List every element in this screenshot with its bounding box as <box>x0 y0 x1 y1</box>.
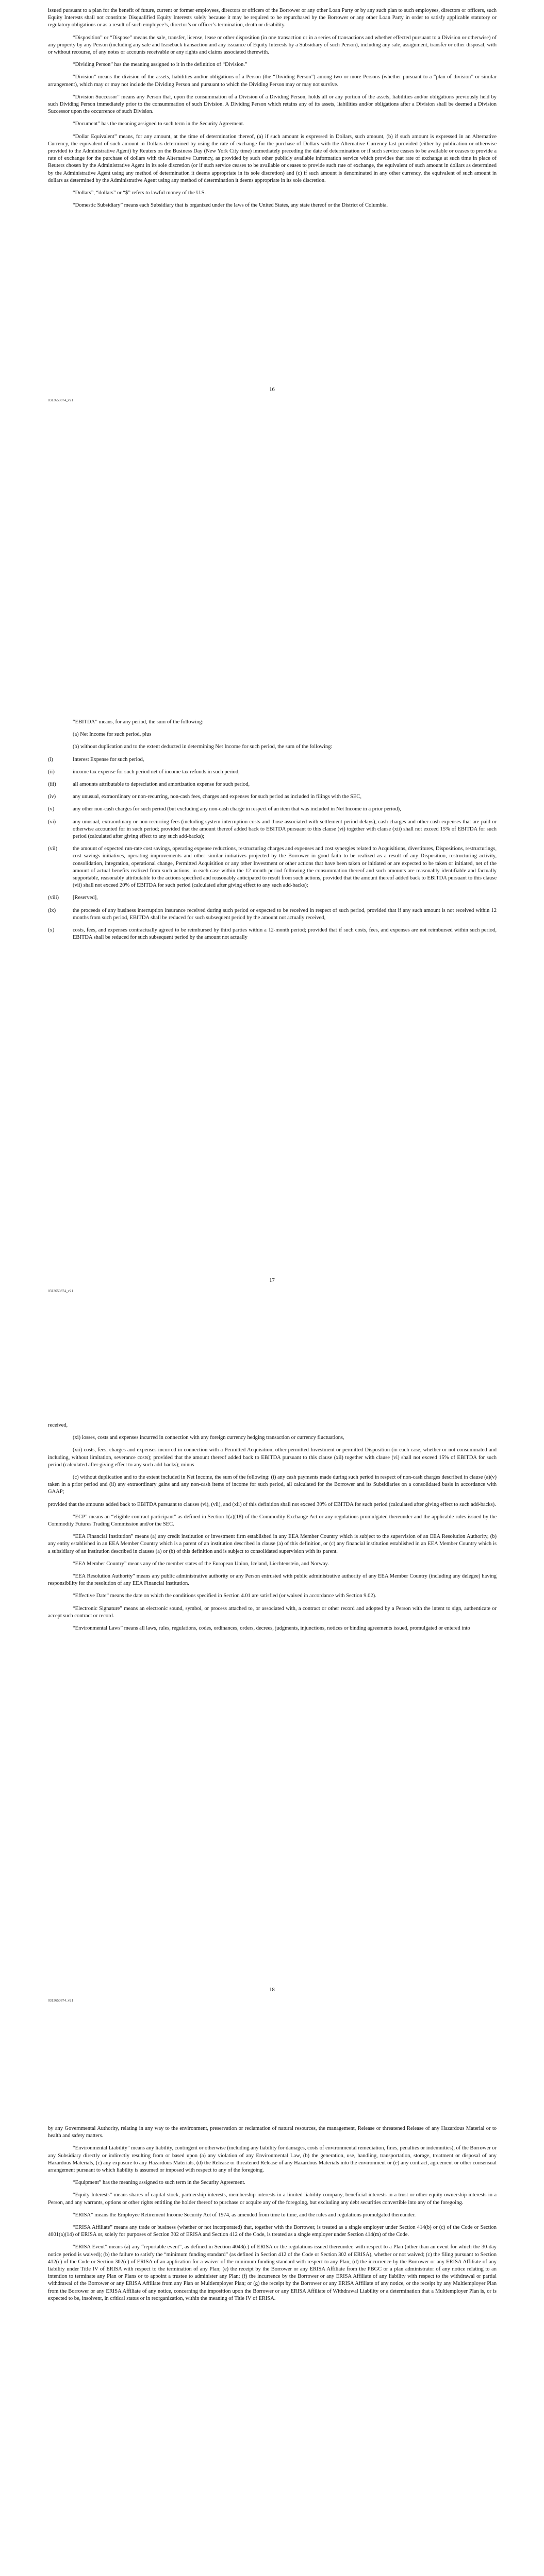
paragraph: received, <box>48 1422 68 1428</box>
definition-document: “Document” has the meaning assigned to such term in the Security Agreement. <box>73 121 244 127</box>
item-number: (ix) <box>48 907 56 913</box>
definition-dollar-equivalent: “Dollar Equivalent” means, for any amount, at the time of determination thereof, (a) if such amount is expressed in Dollars, such amount, (b) if such amount is expressed in an Alternative Currency, the equivalent of such amount in Dollars determined by using the rate of exchange for the purchase of Dollars with the Alternative Currency last provided (either by publication or otherwise provided to the Administrative Agent) by Reuters on the Business Day (New York City time) immediately preceding the date of determination or if such service ceases to be available or ceases to provide a rate of exchange for the purchase of dollars with the Alternative Currency, as provided by such other publicly available information service which provides that rate of exchange at such time in place of Reuters chosen by the Administrative Agent in its sole discretion (or if such service ceases to be available or ceases to provide such rate of exchange, the equivalent of such amount in dollars as determined by the Administrative Agent using any method of determination it deems appropriate in its sole discretion) and (c) if such amount is denominated in any other currency, the equivalent of such amount in dollars as determined by the Administrative Agent using any method of determination it deems appropriate in its sole discretion. <box>48 133 497 183</box>
definition-erisa: “ERISA” means the Employee Retirement Income Security Act of 1974, as amended from time to time, and the rules and regulations promulgated thereunder. <box>73 2212 416 2218</box>
item-text: any other non-cash charges for such period (but excluding any non-cash charge in respect of an item that was included in Net Income in a prior period), <box>73 806 401 812</box>
paragraph: provided that the amounts added back to EBITDA pursuant to clauses (vi), (vii), and (xii) of this definition shall not exceed 30% of EBITDA for such period (calculated after giving effect to such add-backs). <box>48 1501 496 1507</box>
page-18 <box>0 1406 544 2110</box>
item-number: (viii) <box>48 895 59 901</box>
definition-equipment: “Equipment” has the meaning assigned to such term in the Security Agreement. <box>73 2180 245 2186</box>
list-item: (xi) losses, costs and expenses incurred in connection with any foreign currency hedging transaction or currency fluctuations, <box>73 1435 344 1441</box>
definition-equity-interests: “Equity Interests” means shares of capital stock, partnership interests, membership interests in a limited liability company, beneficial interests in a trust or other equity ownership interests in a Person, and any warrants, options or other rights entitling the holder thereof to purchase or acquire any of the foregoing, but excluding any debt securities convertible into any of the foregoing. <box>48 2192 497 2206</box>
list-item <box>48 927 497 941</box>
page-19 <box>0 2110 544 2576</box>
definition-environmental-liability: “Environmental Liability” means any liability, contingent or otherwise (including any liability for damages, costs of environmental remediation, fines, penalties or indemnities), of the Borrower or any Subsidiary directly or indirectly resulting from or based upon (a) any violation of any Environmental Law, (b) the generation, use, handling, transportation, storage, treatment or disposal of any Hazardous Materials, (c) any exposure to any Hazardous Materials, (d) the Release or threatened Release of any Hazardous Materials into the environment or (e) any contract, agreement or other consensual arrangement pursuant to which liability is assumed or imposed with respect to any of the foregoing. <box>48 2145 497 2174</box>
page-number: 17 <box>269 1278 275 1283</box>
page-number: 18 <box>269 1987 275 1993</box>
item-text: any unusual, extraordinary or non-recurring, non-cash fees, charges and expenses for such period as included in filings with the SEC, <box>73 794 361 800</box>
item-number: (v) <box>48 806 55 812</box>
paragraph: by any Governmental Authority, relating in any way to the environment, preservation or reclamation of natural resources, the management, Release or threatened Release of any Hazardous Material or to health and safety matters. <box>48 2126 497 2139</box>
definition-environmental-laws: “Environmental Laws” means all laws, rules, regulations, codes, ordinances, orders, decrees, judgments, injunctions, notices or binding agreements issued, promulgated or entered into <box>73 1625 470 1632</box>
definition-electronic-signature: “Electronic Signature” means an electronic sound, symbol, or process attached to, or associated with, a contract or other record and adopted by a Person with the intent to sign, authenticate or accept such contract or record. <box>48 1605 497 1619</box>
paragraph: issued pursuant to a plan for the benefit of future, current or former employees, directors or officers of the Borrower or any other Loan Party or by any such plan to such employees, directors or officers, such Equity Interests shall not constitute Disqualified Equity Interests solely because it may be required to be repurchased by the Borrower or any other Loan Party in order to satisfy applicable statutory or regulatory obligations or as a result of such employee’s, director’s or officer’s termination, death or disability. <box>48 8 497 28</box>
list-item: (b) without duplication and to the extent deducted in determining Net Income for such period, the sum of the following: <box>73 744 333 750</box>
list-item <box>48 806 497 813</box>
definition-erisa-event: “ERISA Event” means (a) any “reportable event”, as defined in Section 4043(c) of ERISA or the regulations issued thereunder, with respect to a Plan (other than an event for which the 30-day notice period is waived); (b) the failure to satisfy the “minimum funding standard” (as defined in Section 412 of the Code or Section 302 of ERISA), whether or not waived; (c) the filing pursuant to Section 412(c) of the Code or Section 302(c) of ERISA of an application for a waiver of the minimum funding standard with respect to any Plan; (d) the incurrence by the Borrower or any ERISA Affiliate of any liability under Title IV of ERISA with respect to the termination of any Plan; (e) the receipt by the Borrower or any ERISA Affiliate from the PBGC or a plan administrator of any notice relating to an intention to terminate any Plan or Plans or to appoint a trustee to administer any Plan; (f) the incurrence by the Borrower or any ERISA Affiliate of any liability with respect to the withdrawal or partial withdrawal of the Borrower or any ERISA Affiliate from any Plan or Multiemployer Plan; or (g) the receipt by the Borrower or any ERISA Affiliate of any notice, or the receipt by any Multiemployer Plan from the Borrower or any ERISA Affiliate of any notice, concerning the imposition upon the Borrower or any ERISA Affiliate of Withdrawal Liability or a determination that a Multiemployer Plan is, or is expected to be, insolvent, in critical status or in reorganization, within the meaning of Title IV of ERISA. <box>48 2244 497 2301</box>
footer-code: 0313650874_v21 <box>48 1998 73 2003</box>
item-text: income tax expense for such period net of income tax refunds in such period, <box>73 769 240 775</box>
list-item <box>48 819 497 841</box>
footer-code: 0313650874_v21 <box>48 398 73 402</box>
definition-eea-member-country: “EEA Member Country” means any of the member states of the European Union, Iceland, Liechtenstein, and Norway. <box>73 1561 329 1567</box>
definition-disposition: “Disposition” or “Dispose” means the sale, transfer, license, lease or other disposition (in one transaction or in a series of transactions and whether effected pursuant to a Division or otherwise) of any property by any Person (including any sale and leaseback transaction and any issuance of Equity Interests by a Subsidiary of such Person), including any sale, assignment, transfer or other disposal, with or without recourse, of any notes or accounts receivable or any rights and claims associated therewith. <box>48 35 497 56</box>
page-19-body <box>48 2125 497 2308</box>
item-number: (ii) <box>48 769 55 775</box>
definition-effective-date: “Effective Date” means the date on which the conditions specified in Section 4.01 are satisfied (or waived in accordance with Section 9.02). <box>73 1593 376 1599</box>
list-item <box>48 907 497 922</box>
item-text: the amount of expected run-rate cost savings, operating expense reductions, restructuring charges and expenses and cost synergies related to Acquisitions, divestitures, Dispositions, restructurings, cost savings initiatives, operating improvements and other similar initiatives projected by the Borrower in good faith to be realized as a result of any Disposition, restructuring activity, consolidation, integration, operational change, Permitted Acquisition or any other Investment or other actions that have been taken or initiated or are expected to be taken or initiated, net of the amount of actual benefits realized from such actions, in each case within the 12 month period following the consummation thereof and such amounts are reasonably identifiable and factually supportable, reasonably attributable to the actions specified and reasonably anticipated to result from such actions, provided that the amount thereof added back to EBITDA pursuant to this clause (vii) shall not exceed 20% of EBITDA for such period (calculated after giving effect to any such add-backs); <box>73 846 497 889</box>
item-number: (vii) <box>48 846 58 852</box>
list-item: (c) without duplication and to the extent included in Net Income, the sum of the following: (i) any cash payments made during such period in respect of non-cash charges described in clause (a)(v) taken in a prior period and (ii) any extraordinary gains and any non-cash items of income for such period, all calculated for the Borrower and its Subsidiaries on a consolidated basis in accordance with GAAP; <box>48 1475 497 1495</box>
list-item: (xii) costs, fees, charges and expenses incurred in connection with a Permitted Acquisition, other permitted Investment or permitted Disposition (in each case, whether or not consummated and including, without limitation, severance costs); provided that the amount thereof added back to EBITDA pursuant to this clause (xii) together with clause (vi) shall not exceed 15% of EBITDA for such period (calculated after giving effect to any such add-backs); minus <box>48 1447 497 1468</box>
item-text: all amounts attributable to depreciation and amortization expense for such period, <box>73 782 250 788</box>
list-item: (a) Net Income for such period, plus <box>73 732 152 738</box>
item-text: [Reserved], <box>73 895 98 901</box>
item-text: any unusual, extraordinary or non-recurring fees (including system interruption costs and those associated with settlement period delays), cash charges and other cash expenses that are paid or otherwise accounted for in such period; provided that the amount thereof added back to EBITDA pursuant to this clause (vi) together with clause (xii) shall not exceed 15% of EBITDA for such period (calculated after giving effect to any such add-backs); <box>73 819 497 840</box>
page-18-body <box>48 1422 497 1637</box>
definition-dividing-person: “Dividing Person” has the meaning assigned to it in the definition of “Division.” <box>73 62 248 68</box>
item-number: (iv) <box>48 794 56 800</box>
definition-erisa-affiliate: “ERISA Affiliate” means any trade or business (whether or not incorporated) that, together with the Borrower, is treated as a single employer under Section 414(b) or (c) of the Code or Section 4001(a)(14) of ERISA or, solely for purposes of Section 302 of ERISA and Section 412 of the Code, is treated as a single employer under Section 414(m) of the Code. <box>48 2225 497 2238</box>
definition-eea-financial-institution: “EEA Financial Institution” means (a) any credit institution or investment firm established in any EEA Member Country which is subject to the supervision of an EEA Resolution Authority, (b) any entity established in an EEA Member Country which is a parent of an institution described in clause (a) of this definition, or (c) any financial institution established in an EEA Member Country which is a subsidiary of an institution described in clauses (a) or (b) of this definition and is subject to consolidated supervision with its parent. <box>48 1534 497 1554</box>
item-text: Interest Expense for such period, <box>73 756 144 762</box>
definition-eea-resolution-authority: “EEA Resolution Authority” means any public administrative authority or any Person entrusted with public administrative authority of any EEA Member Country (including any delegee) having responsibility for the resolution of any EEA Financial Institution. <box>48 1573 497 1587</box>
item-text: the proceeds of any business interruption insurance received during such period or expected to be received in respect of such period, provided that if any such amount is not received within 12 months from such period, EBITDA shall be reduced for such subsequent period by the amount not actually received, <box>73 907 497 921</box>
page-17-body <box>48 719 497 946</box>
page-17 <box>0 703 544 1406</box>
list-item <box>48 781 497 788</box>
footer-code: 0313650874_v21 <box>48 1289 73 1293</box>
definition-ebitda: “EBITDA” means, for any period, the sum of the following: <box>73 719 204 725</box>
definition-division: “Division” means the division of the assets, liabilities and/or obligations of a Person (the “Dividing Person”) among two or more Persons (whether pursuant to a “plan of division” or similar arrangement), which may or may not include the Dividing Person and pursuant to which the Dividing Person may or may not survive. <box>48 74 497 88</box>
list-item <box>48 845 497 889</box>
page-16-body <box>48 7 497 214</box>
page-number: 16 <box>269 387 275 393</box>
list-item <box>48 793 497 801</box>
definition-domestic-subsidiary: “Domestic Subsidiary” means each Subsidiary that is organized under the laws of the United States, any state thereof or the District of Columbia. <box>73 202 388 209</box>
item-number: (i) <box>48 756 53 762</box>
definition-ecp: “ECP” means an “eligible contract participant” as defined in Section 1(a)(18) of the Commodity Exchange Act or any regulations promulgated thereunder and the applicable rules issued by the Commodity Futures Trading Commission and/or the SEC. <box>48 1514 497 1528</box>
definition-division-successor: “Division Successor” means any Person that, upon the consummation of a Division of a Dividing Person, holds all or any portion of the assets, liabilities and/or obligations previously held by such Dividing Person immediately prior to the consummation of such Division. A Dividing Person which retains any of its assets, liabilities and/or obligations after a Division shall be deemed a Division Successor upon the occurrence of such Division. <box>48 94 497 115</box>
item-number: (vi) <box>48 819 56 825</box>
item-number: (iii) <box>48 782 56 788</box>
list-item <box>48 769 497 776</box>
definition-dollars: “Dollars”, “dollars” or “$” refers to lawful money of the U.S. <box>73 190 206 196</box>
item-text: costs, fees, and expenses contractually agreed to be reimbursed by third parties within a 12-month period; provided that if such costs, fees, and expenses are not reimbursed within such period, EBITDA shall be reduced for such subsequent period by the amount not actually <box>73 927 497 941</box>
item-number: (x) <box>48 927 55 934</box>
list-item <box>48 894 497 902</box>
page-16 <box>0 0 544 703</box>
list-item <box>48 756 497 764</box>
